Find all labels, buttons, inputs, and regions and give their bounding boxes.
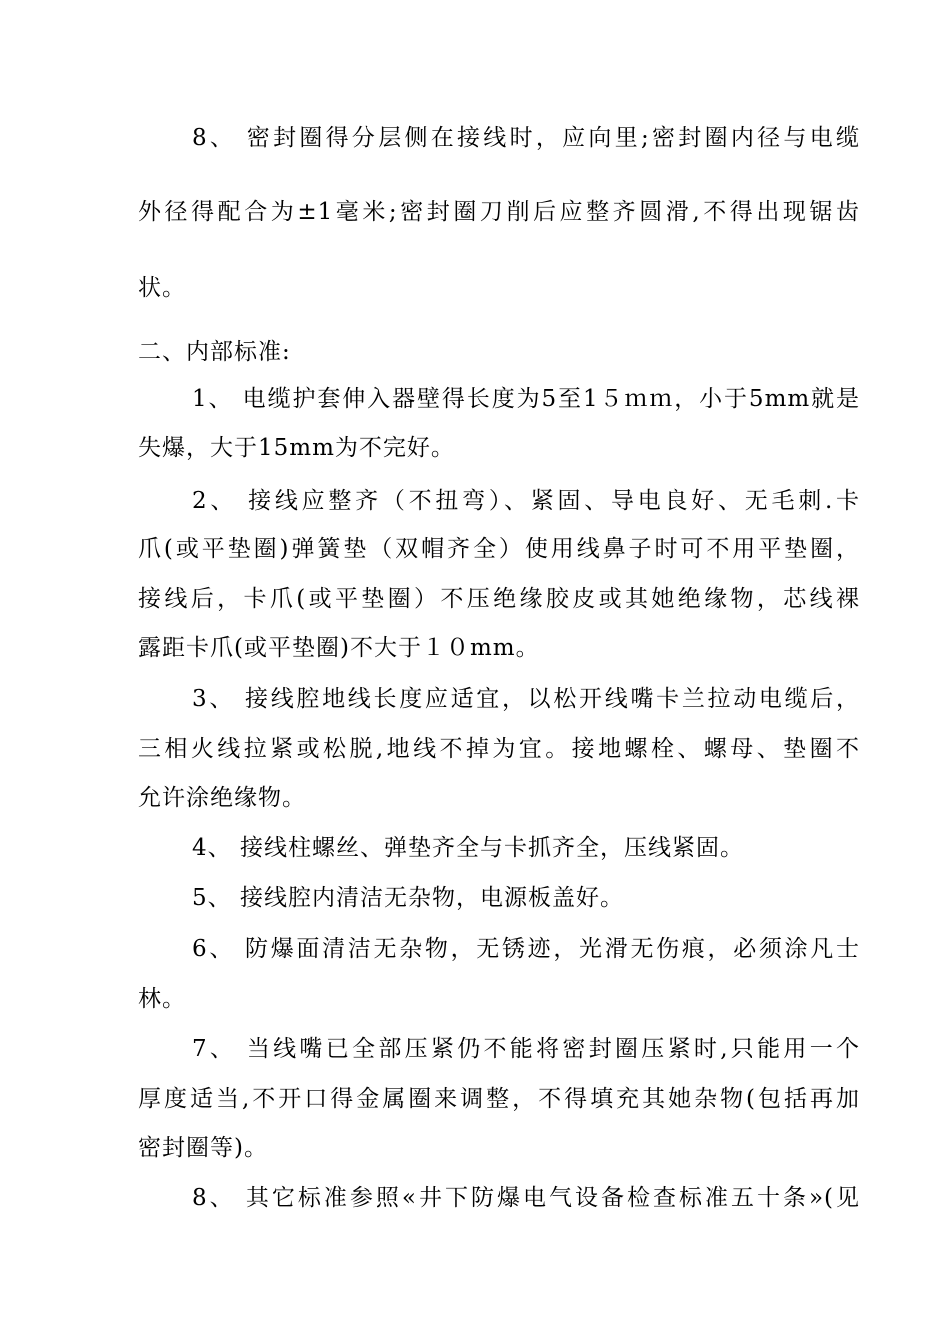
text-line: 8、 其它标准参照«井下防爆电气设备检查标准五十条»(见	[192, 1185, 860, 1211]
text-line: 外径得配合为±1毫米;密封圈刀削后应整齐圆滑,不得出现锯齿	[138, 199, 860, 225]
text-line: 1、 电缆护套伸入器壁得长度为5至1５ｍｍ，小于5mm就是	[192, 386, 860, 412]
text-line: 3、 接线腔地线长度应适宜，以松开线嘴卡兰拉动电缆后，	[192, 686, 860, 712]
text-line: 林。	[138, 986, 186, 1012]
text-line: 露距卡爪(或平垫圈)不大于１０mm。	[138, 635, 540, 661]
text-line: 7、 当线嘴已全部压紧仍不能将密封圈压紧时,只能用一个	[192, 1036, 860, 1062]
text-line: 允许涂绝缘物。	[138, 785, 306, 811]
text-line: 状。	[138, 275, 186, 301]
text-line: 2、 接线应整齐（不扭弯）、紧固、导电良好、无毛刺.卡	[192, 488, 860, 514]
text-line: 爪(或平垫圈)弹簧垫（双帽齐全）使用线鼻子时可不用平垫圈，	[138, 536, 860, 562]
text-line: 接线后，卡爪(或平垫圈）不压绝缘胶皮或其她绝缘物，芯线裸	[138, 586, 860, 612]
text-line: 5、 接线腔内清洁无杂物，电源板盖好。	[192, 885, 624, 911]
text-line: 4、 接线柱螺丝、弹垫齐全与卡抓齐全，压线紧固。	[192, 835, 744, 861]
text-line: 密封圈等)。	[138, 1135, 268, 1161]
text-line: 8、 密封圈得分层侧在接线时，应向里;密封圈内径与电缆	[192, 125, 860, 151]
text-line: 厚度适当,不开口得金属圈来调整，不得填充其她杂物(包括再加	[138, 1086, 860, 1112]
text-line: 失爆，大于15mm为不完好。	[138, 435, 455, 461]
text-line: 6、 防爆面清洁无杂物，无锈迹，光滑无伤痕，必须涂凡士	[192, 936, 860, 962]
text-line: 三相火线拉紧或松脱,地线不掉为宜。接地螺栓、螺母、垫圈不	[138, 736, 860, 762]
section-heading: 二、内部标准:	[138, 339, 291, 365]
